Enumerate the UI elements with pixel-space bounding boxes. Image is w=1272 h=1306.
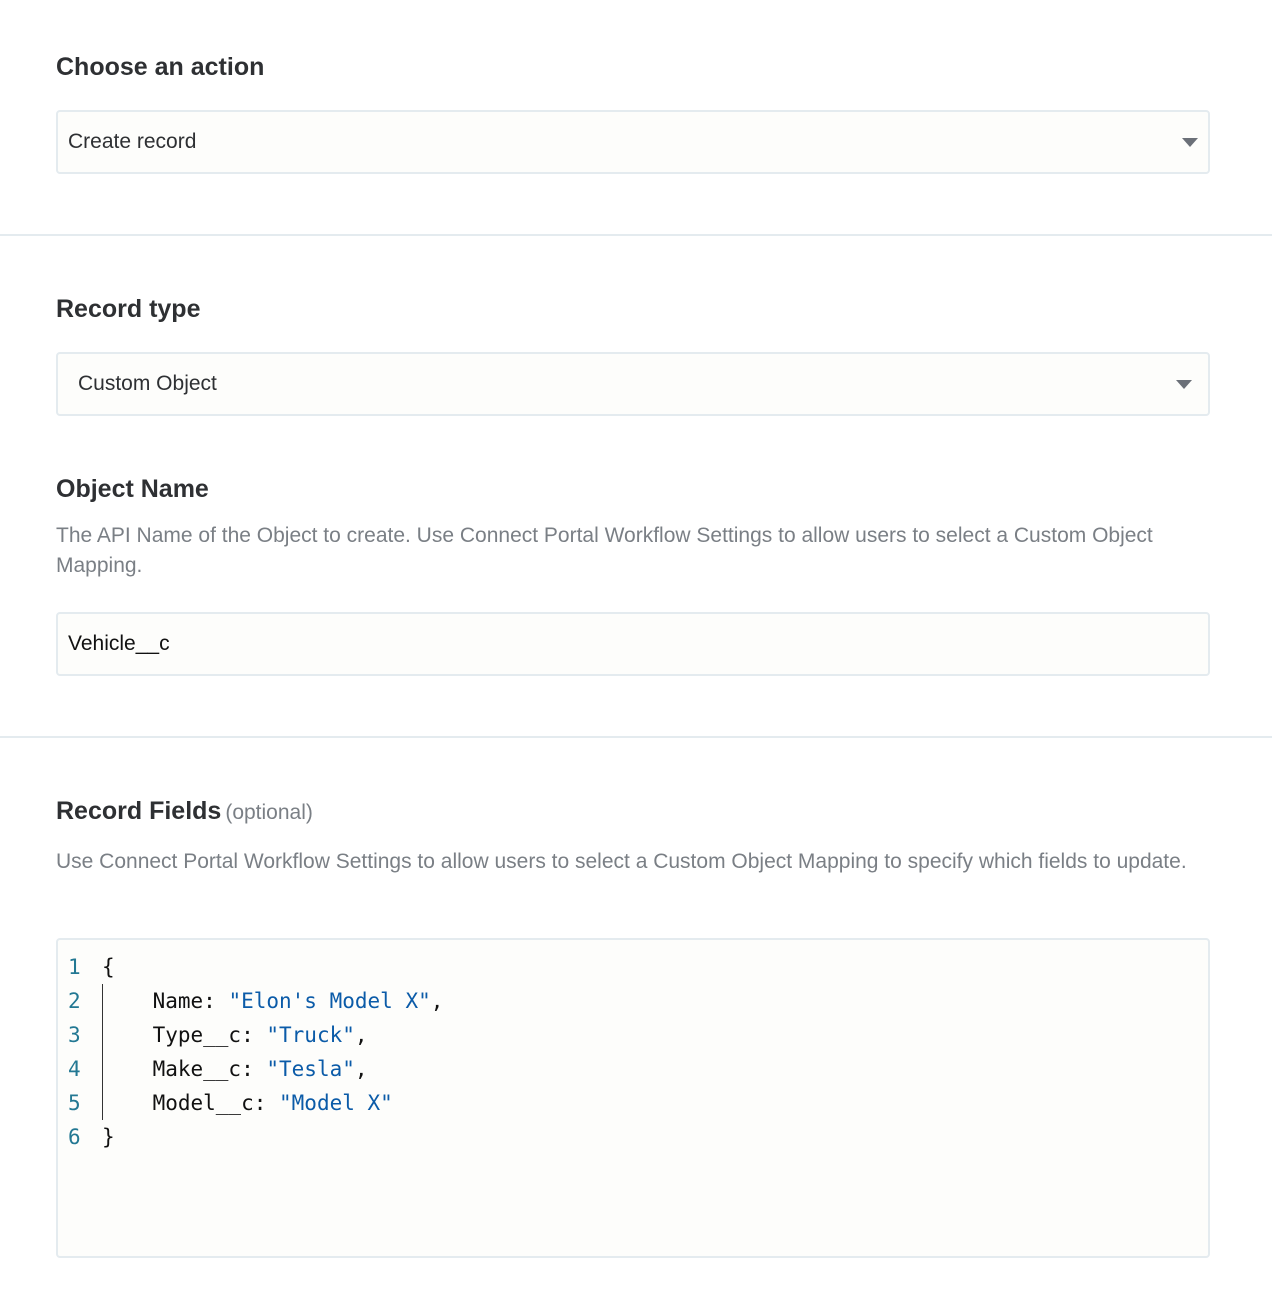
record-fields-code-editor[interactable] xyxy=(56,938,1210,1258)
code-string: "Elon's Model X" xyxy=(228,989,431,1013)
record-type-select[interactable] xyxy=(56,352,1210,416)
object-name-input-value: Vehicle__c xyxy=(68,632,170,655)
line-number: 1 xyxy=(68,955,81,979)
code-punctuation: , xyxy=(354,1057,368,1081)
code-text xyxy=(102,950,115,984)
chevron-down-icon[interactable] xyxy=(1176,380,1192,389)
code-line xyxy=(58,1120,1208,1154)
code-line xyxy=(58,950,1208,984)
code-punctuation: , xyxy=(430,989,444,1013)
code-line xyxy=(58,1018,1208,1052)
code-line xyxy=(58,1052,1208,1086)
action-select-value: Create record xyxy=(68,130,197,153)
optional-tag: (optional) xyxy=(225,801,313,824)
line-number: 6 xyxy=(68,1125,81,1149)
code-line xyxy=(58,984,1208,1018)
choose-action-label: Choose an action xyxy=(56,53,265,81)
object-name-help: The API Name of the Object to create. Use Connect Portal Workflow Settings to allow users to select a Custom Object Mapping. xyxy=(56,524,1153,577)
object-name-label: Object Name xyxy=(56,475,209,503)
section-divider xyxy=(0,234,1272,236)
record-fields-title: Record Fields xyxy=(56,797,222,825)
code-line xyxy=(58,1086,1208,1120)
record-fields-label xyxy=(56,796,313,828)
record-fields-help: Use Connect Portal Workflow Settings to allow users to select a Custom Object Mapping to specify which fields to update. xyxy=(56,850,1187,873)
code-key: Name: xyxy=(102,989,229,1013)
code-string: "Truck" xyxy=(266,1023,355,1047)
code-string: "Tesla" xyxy=(266,1057,355,1081)
record-type-label: Record type xyxy=(56,295,201,323)
code-key: Make__c: xyxy=(102,1057,267,1081)
section-divider xyxy=(0,736,1272,738)
line-number: 4 xyxy=(68,1057,81,1081)
code-text xyxy=(102,1018,368,1052)
code-key: Model__c: xyxy=(102,1091,280,1115)
record-type-select-value: Custom Object xyxy=(78,372,217,395)
code-text xyxy=(102,1086,393,1120)
chevron-down-icon[interactable] xyxy=(1182,138,1198,147)
action-select[interactable] xyxy=(56,110,1210,174)
object-name-input[interactable] xyxy=(56,612,1210,676)
line-number: 3 xyxy=(68,1023,81,1047)
code-string: "Model X" xyxy=(279,1091,393,1115)
code-punctuation: , xyxy=(354,1023,368,1047)
line-number: 2 xyxy=(68,989,81,1013)
code-key: { xyxy=(102,955,115,979)
code-text xyxy=(102,1120,115,1154)
code-text xyxy=(102,1052,368,1086)
line-number: 5 xyxy=(68,1091,81,1115)
code-key: Type__c: xyxy=(102,1023,267,1047)
code-text xyxy=(102,984,443,1018)
code-key: } xyxy=(102,1125,115,1149)
